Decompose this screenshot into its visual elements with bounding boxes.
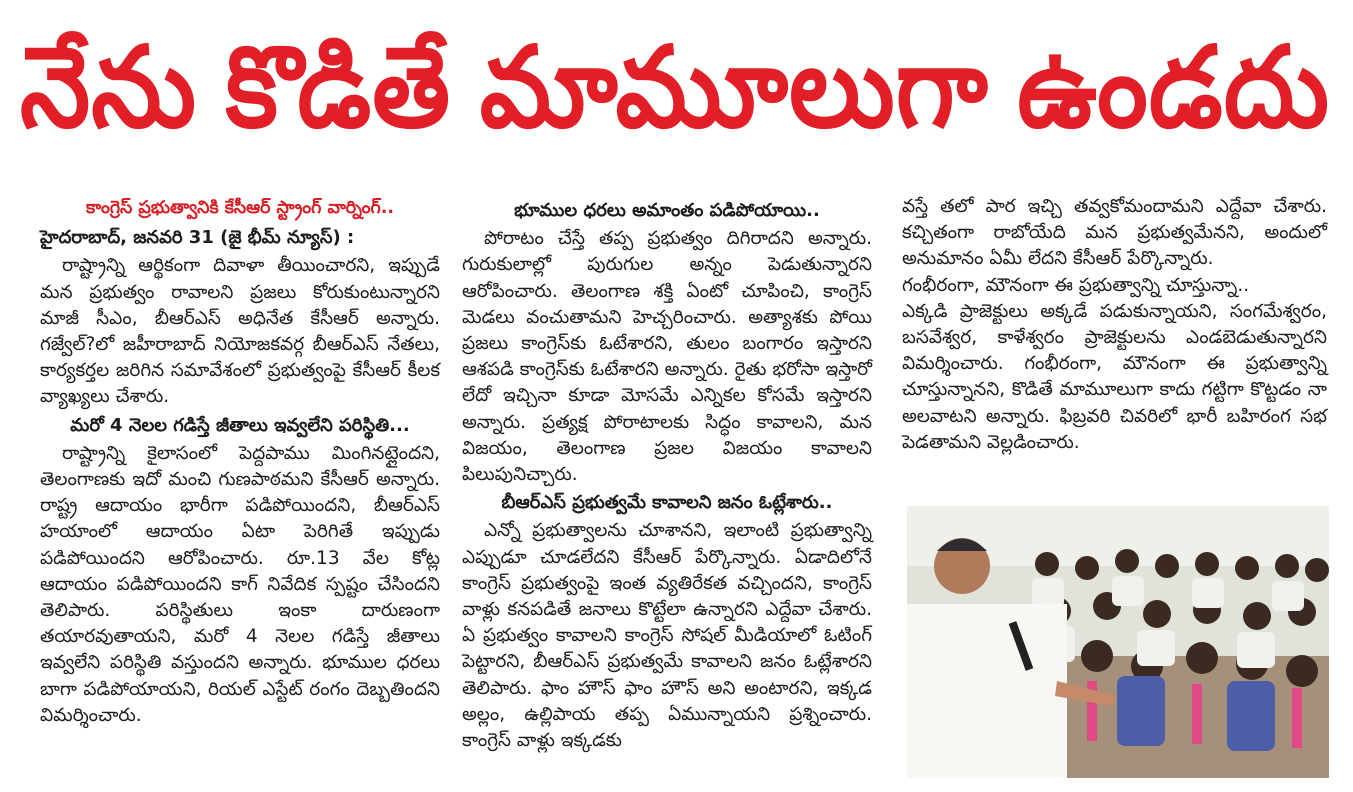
column-2 [462,196,872,754]
paragraph-struggle: పోరాటం చేస్తే తప్ప ప్రభుత్వం దిగిరాదని అన్నారు. గురుకులాల్లో పురుగుల అన్నం పెడుతున్నారని ఆరోపించారు. తెలంగాణ శక్తి ఏంటో చూపించి, కాంగ్రెస్ మెడలు వంచుతామని హెచ్చరించారు. అత్యాశకు పోయి ప్రజలు కాంగ్రెస్‌కు ఓటేశారని, తులం బంగారం ఇస్తారని ఆశపడి కాంగ్రెస్‌కు ఓటేశారని అన్నారు. రైతు భరోసా ఇస్తారో లేదో ఇచ్చినా కూడా మోసమే ఎన్నికల కోసమే ఇస్తారని అన్నారు. ప్రత్యక్ష పోరాటాలకు సిద్ధం కావాలని, మన విజయం, తెలంగాణ ప్రజల విజయం కావాలని పిలుపునిచ్చారు. [462,228,872,486]
column-3 [902,194,1327,456]
subheading-brs-votes: బీఆర్ఎస్ ప్రభుత్వమే కావాలని జనం ఓట్లేశారు.. [501,492,833,514]
paragraph-governments: ఎన్నో ప్రభుత్వాలను చూశానని, ఇలాంటి ప్రభుత్వాన్ని ఎప్పుడూ చూడలేదని కేసీఆర్ పేర్కొన్నారు. ఏడాదిలోనే కాంగ్రెస్ ప్రభుత్వంపై ఇంత వ్యతిరేకత వచ్చిందని, కాంగ్రెస్ వాళ్లు కనపడితే జనాలు కొట్టేలా ఉన్నారని ఎద్దేవా చేశారు. ఏ ప్రభుత్వం కావాలని కాంగ్రెస్ సోషల్ మీడియాలో ఓటింగ్ పెట్టారని, బీఆర్ఎస్ ప్రభుత్వమే కావాలని జనం ఓట్లేశారని తెలిపారు. ఫాం హౌస్ ఫాం హౌస్ అని అంటారని, ఇక్కడ అల్లం, ఉల్లిపాయ తప్ప ఏమున్నాయని ప్రశ్నించారు. కాంగ్రెస్ వాళ్లు ఇక్కడకు [462,520,872,752]
subheading-land-prices: భూముల ధరలు అమాంతం పడిపోయాయి.. [514,200,820,221]
subheading-silence: గంభీరంగా, మౌనంగా ఈ ప్రభుత్వాన్ని చూస్తున్నా.. [902,274,1250,296]
kicker: కాంగ్రెస్ ప్రభుత్వానికి కేసీఆర్ స్ట్రాంగ్ వార్నింగ్.. [85,198,394,218]
subheading-salaries: మరో 4 నెలల గడిస్తే జీతాలు ఇవ్వలేని పరిస్థితి... [70,414,410,436]
paragraph-intro: రాష్ట్రాన్ని ఆర్థికంగా దివాళా తీయించారని, ఇప్పుడే మన ప్రభుత్వం రావాలని ప్రజలు కోరుకుంటున్నారని మాజీ సీఎం, బీఆర్ఎస్ అధినేత కేసీఆర్ అన్నారు. గజ్వేల్?లో జహీరాబాద్ నియోజకవర్గ బీఆర్ఎస్ నేతలు, కార్యకర్తల జరిగిన సమావేశంలో ప్రభుత్వంపై కేసీఆర్ కీలక వ్యాఖ్యలు చేశారు. [40,255,440,408]
headline-word-3: మామూలుగా [479,21,989,154]
headline-word-4: ఉండదు [1017,21,1330,154]
speaker-at-meeting-photo [907,506,1329,778]
photo-illustration [907,506,1329,778]
dateline: హైదరాబాద్, జనవరి 31 (జై భీమ్ న్యూస్) : [40,227,355,249]
headline-word-2: కొడితే [225,21,452,154]
headline-word-1: నేను [20,21,197,154]
headline [20,20,1330,155]
column-1 [40,195,440,729]
paragraph-continuation: వస్తే తలో పార ఇచ్చి తవ్వకోమందామని ఎద్దేవా చేశారు. కచ్చితంగా రాబోయేది మన ప్రభుత్వమేనని, అందులో అనుమానం ఏమీ లేదని కేసీఆర్ పేర్కొన్నారు. [902,196,1327,270]
paragraph-projects: ఎక్కడి ప్రాజెక్టులు అక్కడే పడుకున్నాయని, సంగమేశ్వరం, బసవేశ్వర, కాళేశ్వరం ప్రాజెక్టులను ఎండబెడుతున్నారని విమర్శించారు. గంభీరంగా, మౌనంగా ఈ ప్రభుత్వాన్ని చూస్తున్నానని, కొడితే మామూలుగా కాదు గట్టిగా కొట్టడం నా అలవాటని అన్నారు. ఫిబ్రవరి చివరిలో భారీ బహిరంగ సభ పెడతామని వెల్లడించారు. [902,300,1327,453]
paragraph-economy: రాష్ట్రాన్ని కైలాసంలో పెద్దపాము మింగినట్లైందని, తెలంగాణకు ఇదో మంచి గుణపాఠమని కేసీఆర్ అన్నారు. రాష్ట్ర ఆదాయం భారీగా పడిపోయిందని, బీఆర్ఎస్ హయాంలో ఆదాయం ఏటా పెరిగితే ఇప్పుడు పడిపోయిందని ఆరోపించారు. రూ.13 వేల కోట్ల ఆదాయం పడిపోయిందని కాగ్ నివేదిక స్పష్టం చేసిందని తెలిపారు. పరిస్థితులు ఇంకా దారుణంగా తయారవుతాయని, మరో 4 నెలల గడిస్తే జీతాలు ఇవ్వలేని పరిస్థితి వస్తుందని అన్నారు. భూముల ధరలు బాగా పడిపోయాయని, రియల్ ఎస్టేట్ రంగం దెబ్బతిందని విమర్శించారు. [40,442,440,726]
